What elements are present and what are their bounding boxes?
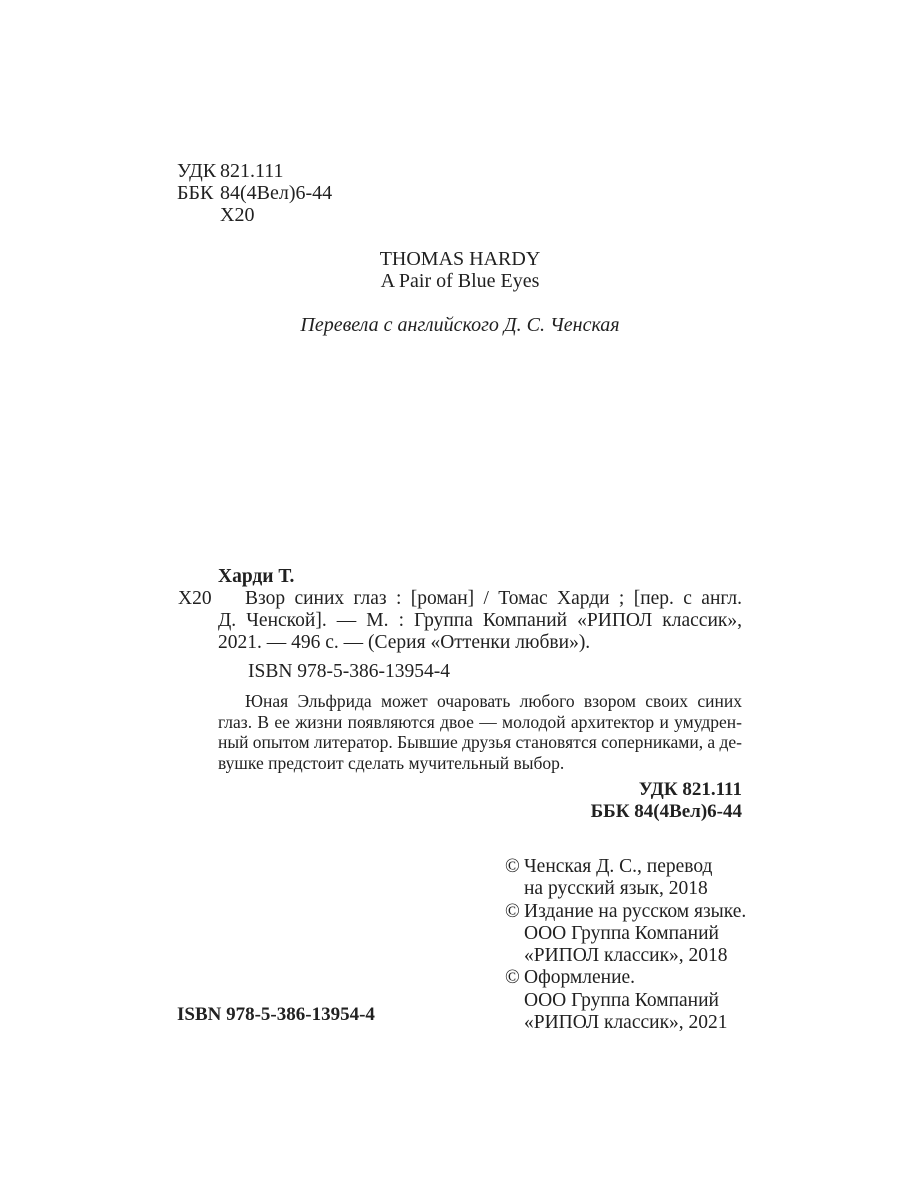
copyright-symbol: © bbox=[505, 900, 520, 922]
copyright-symbol: © bbox=[505, 967, 520, 989]
header-codes bbox=[177, 160, 332, 226]
copyright-line: «РИПОЛ классик», 2021 bbox=[524, 1012, 728, 1034]
biblio-line: Д. Ченской]. — М. : Группа Компаний «РИПОЛ классик», bbox=[218, 610, 742, 631]
copyright-line: на русский язык, 2018 bbox=[524, 878, 708, 900]
book-title: A Pair of Blue Eyes bbox=[380, 270, 540, 292]
catalog-card bbox=[178, 566, 742, 823]
annotation-line: ный опытом литератор. Бывшие друзья становятся соперниками, а де- bbox=[218, 732, 742, 752]
bbk-value: 84(4Вел)6-44 bbox=[220, 182, 333, 204]
udk-row bbox=[177, 160, 332, 182]
translator-credit: Перевела с английского Д. С. Ченская bbox=[300, 314, 620, 336]
copyright-symbol: © bbox=[505, 856, 520, 877]
copyright-lines bbox=[524, 901, 746, 968]
biblio-line: 2021. — 496 с. — (Серия «Оттенки любви»). bbox=[218, 632, 591, 653]
bibliographic-description bbox=[178, 588, 742, 654]
author-code: Х20 bbox=[220, 204, 255, 226]
copyright-line: Издание на русском языке. bbox=[524, 900, 747, 922]
annotation-line: глаз. В ее жизни появляются двое — молодой архитектор и умудрен- bbox=[218, 711, 742, 732]
copyright-line: ООО Группа Компаний bbox=[524, 989, 719, 1011]
card-codes-right bbox=[178, 779, 742, 823]
annotation-line: Юная Эльфрида может очаровать любого взором своих синих bbox=[245, 691, 742, 711]
copyright-line: ООО Группа Компаний bbox=[524, 922, 719, 944]
card-udk: УДК 821.111 bbox=[638, 779, 742, 800]
bbk-row bbox=[177, 182, 332, 204]
footer-isbn: ISBN 978-5-386-13954-4 bbox=[177, 1004, 375, 1025]
copyright-line: «РИПОЛ классик», 2018 bbox=[524, 945, 728, 967]
copyright-line: Ченская Д. С., перевод bbox=[524, 856, 713, 877]
title-block bbox=[178, 248, 742, 292]
book-author: THOMAS HARDY bbox=[379, 248, 541, 270]
annotation-line: вушке предстоит сделать мучительный выбор. bbox=[218, 752, 565, 773]
copyright-lines bbox=[524, 967, 728, 1034]
copyright-lines bbox=[524, 856, 712, 901]
udk-value: 821.111 bbox=[220, 160, 284, 182]
biblio-line: Взор синих глаз : [роман] / Томас Харди ; [пер. с англ. bbox=[245, 588, 742, 609]
copyright-entry bbox=[505, 967, 825, 1034]
card-author-heading: Харди Т. bbox=[218, 566, 295, 587]
card-isbn: ISBN 978-5-386-13954-4 bbox=[248, 661, 451, 682]
annotation bbox=[178, 691, 742, 773]
udk-label: УДК bbox=[177, 160, 217, 182]
card-author-code: Х20 bbox=[178, 588, 212, 609]
copyright-line: Оформление. bbox=[524, 967, 636, 989]
copyright-entry bbox=[505, 856, 825, 901]
copyright-block bbox=[505, 856, 825, 1034]
author-code-row bbox=[177, 204, 332, 226]
copyright-entry bbox=[505, 901, 825, 968]
card-bbk: ББК 84(4Вел)6-44 bbox=[590, 801, 742, 822]
bbk-label: ББК bbox=[177, 182, 214, 204]
